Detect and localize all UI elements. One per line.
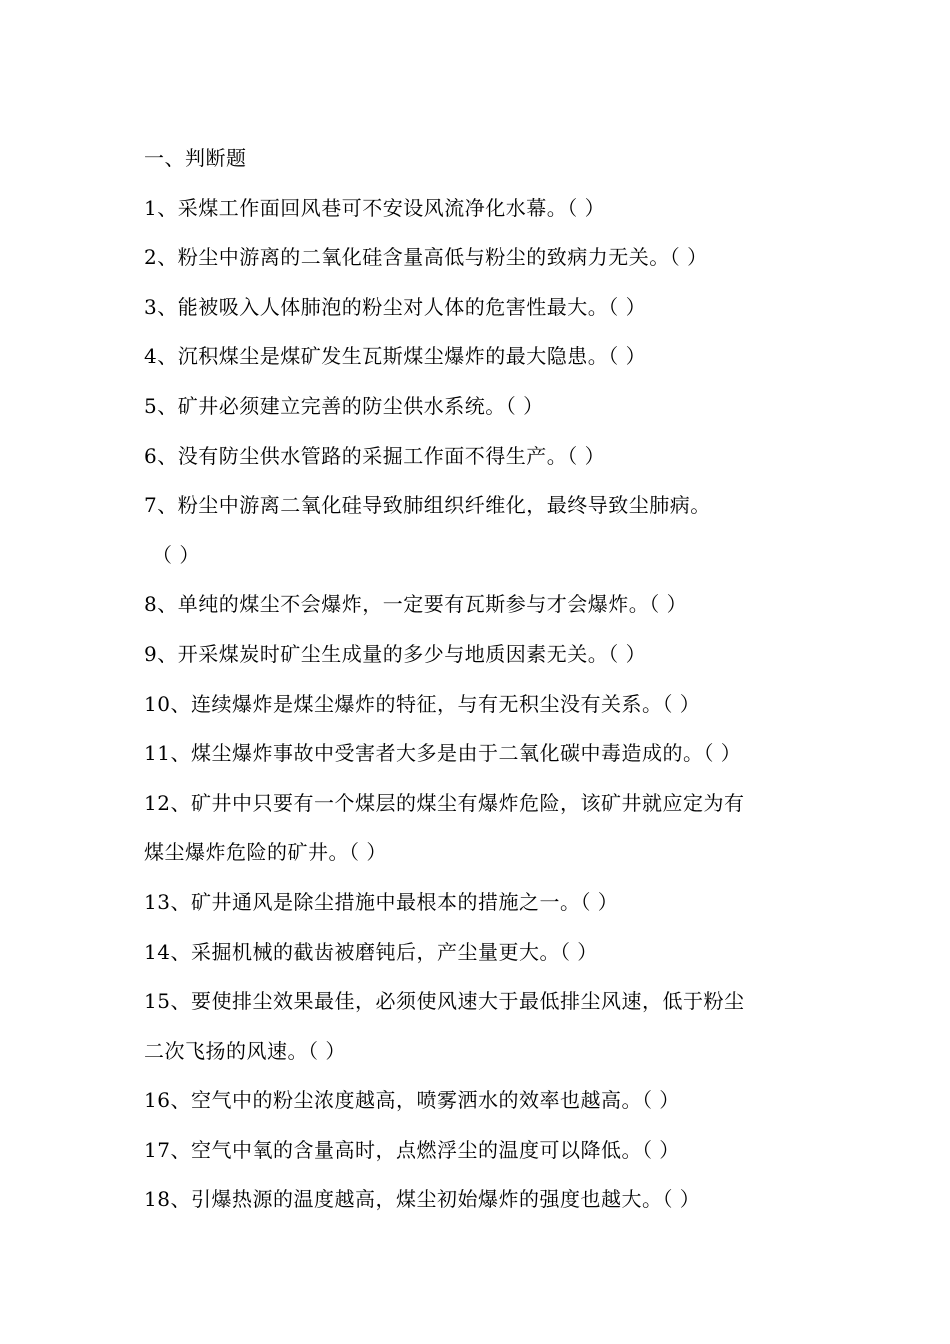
- question-16: 16、空气中的粉尘浓度越高，喷雾洒水的效率也越高。（ ）: [144, 1088, 680, 1113]
- question-13: 13、矿井通风是除尘措施中最根本的措施之一。（ ）: [144, 889, 619, 914]
- question-list: [144, 134, 804, 1225]
- question-7-continuation: （ ）: [152, 542, 200, 567]
- question-5: 5、矿井必须建立完善的防尘供水系统。（ ）: [144, 393, 544, 418]
- question-10: 10、连续爆炸是煤尘爆炸的特征，与有无积尘没有关系。（ ）: [144, 691, 701, 716]
- question-4: 4、沉积煤尘是煤矿发生瓦斯煤尘爆炸的最大隐患。（ ）: [144, 344, 647, 369]
- question-2: 2、粉尘中游离的二氧化硅含量高低与粉尘的致病力无关。（ ）: [144, 245, 708, 270]
- question-1: 1、采煤工作面回风巷可不安设风流净化水幕。（ ）: [144, 195, 606, 220]
- question-18: 18、引爆热源的温度越高，煤尘初始爆炸的强度也越大。（ ）: [144, 1187, 701, 1212]
- question-15-continuation: 二次飞扬的风速。（ ）: [144, 1038, 346, 1063]
- question-14: 14、采掘机械的截齿被磨钝后，产尘量更大。（ ）: [144, 939, 598, 964]
- question-15: 15、要使排尘效果最佳，必须使风速大于最低排尘风速，低于粉尘: [144, 989, 745, 1014]
- section-title: 一、判断题: [144, 146, 247, 170]
- question-17: 17、空气中氧的含量高时，点燃浮尘的温度可以降低。（ ）: [144, 1137, 680, 1162]
- question-3: 3、能被吸入人体肺泡的粉尘对人体的危害性最大。（ ）: [144, 294, 647, 319]
- question-7: 7、粉尘中游离二氧化硅导致肺组织纤维化，最终导致尘肺病。: [144, 493, 711, 518]
- question-11: 11、煤尘爆炸事故中受害者大多是由于二氧化碳中毒造成的。（ ）: [144, 741, 742, 766]
- question-12-continuation: 煤尘爆炸危险的矿井。（ ）: [144, 840, 387, 865]
- question-9: 9、开采煤炭时矿尘生成量的多少与地质因素无关。（ ）: [144, 641, 647, 666]
- question-6: 6、没有防尘供水管路的采掘工作面不得生产。（ ）: [144, 443, 606, 468]
- question-8: 8、单纯的煤尘不会爆炸，一定要有瓦斯参与才会爆炸。（ ）: [144, 592, 688, 617]
- question-12: 12、矿井中只要有一个煤层的煤尘有爆炸危险，该矿井就应定为有: [144, 790, 745, 815]
